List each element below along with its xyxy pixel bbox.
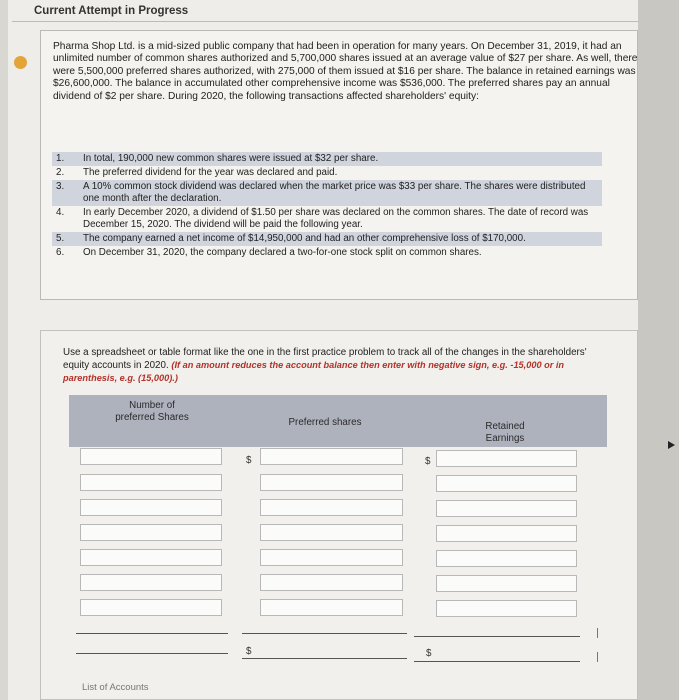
cursor-arrow-icon <box>668 441 675 449</box>
list-item <box>52 180 602 206</box>
preferred-count-input-7[interactable] <box>80 599 222 616</box>
list-item-number: 5. <box>56 233 65 244</box>
subtotal-line <box>242 633 407 634</box>
list-item <box>52 152 602 166</box>
col-header-preferred-count: Number of preferred Shares <box>115 400 189 423</box>
list-item <box>52 246 602 260</box>
question-instruction: Use a spreadsheet or table format like the one in the first practice problem to track all of the changes in the shareholders' equity accounts in 2020. <box>63 347 587 371</box>
currency-symbol: $ <box>246 455 252 466</box>
currency-symbol: $ <box>246 646 252 657</box>
preferred-shares-input-6[interactable] <box>260 574 403 591</box>
list-item-text: In total, 190,000 new common shares were issued at $32 per share. <box>83 153 379 164</box>
preferred-shares-input-1[interactable] <box>260 448 403 465</box>
list-item <box>52 206 602 232</box>
retained-earnings-input-1[interactable] <box>436 450 577 467</box>
list-item-number: 4. <box>56 207 65 218</box>
problem-intro: Pharma Shop Ltd. is a mid-sized public company that had been in operation for many years. On December 31, 2019, it had an unlimited number of common shares authorized and 5,700,000 shares issued at an average value of $27 per share. As well, there were 5,500,000 preferred shares authorized, with 275,000 of them issued at $16 per share. The balance in retained earnings was $26,600,000. The balance in accumulated other comprehensive income was $536,000. The preferred shares pay an annual dividend of $2 per share. During 2020, the following transactions affected shareholders' equity: <box>53 41 638 102</box>
list-item-number: 1. <box>56 153 65 164</box>
preferred-count-input-4[interactable] <box>80 524 222 541</box>
column-divider <box>597 628 598 638</box>
retained-earnings-input-5[interactable] <box>436 550 577 567</box>
preferred-shares-input-3[interactable] <box>260 499 403 516</box>
preferred-count-input-5[interactable] <box>80 549 222 566</box>
header-divider <box>12 21 638 22</box>
retained-earnings-input-3[interactable] <box>436 500 577 517</box>
attempt-indicator-icon <box>14 56 27 69</box>
background-strip <box>638 0 679 700</box>
total-line <box>242 658 407 659</box>
total-line <box>414 661 580 662</box>
list-item-number: 6. <box>56 247 65 258</box>
currency-symbol: $ <box>425 456 431 467</box>
preferred-count-input-2[interactable] <box>80 474 222 491</box>
list-of-accounts-link[interactable]: List of Accounts <box>82 682 149 693</box>
preferred-shares-input-2[interactable] <box>260 474 403 491</box>
preferred-count-input-1[interactable] <box>80 448 222 465</box>
list-item <box>52 232 602 246</box>
retained-earnings-input-7[interactable] <box>436 600 577 617</box>
list-item-text: A 10% common stock dividend was declared when the market price was $33 per share. The shares were distributed one month after the declaration. <box>83 181 586 204</box>
list-item-text: The company earned a net income of $14,950,000 and had an other comprehensive loss of $170,000. <box>83 233 526 244</box>
preferred-shares-input-7[interactable] <box>260 599 403 616</box>
retained-earnings-input-6[interactable] <box>436 575 577 592</box>
total-line <box>76 653 228 654</box>
list-item <box>52 166 602 180</box>
attempt-status-title: Current Attempt in Progress <box>34 5 189 17</box>
list-item-text: In early December 2020, a dividend of $1.50 per share was declared on the common shares. The date of record was December 15, 2020. The dividend will be paid the following year. <box>83 207 589 230</box>
preferred-count-input-3[interactable] <box>80 499 222 516</box>
retained-earnings-input-4[interactable] <box>436 525 577 542</box>
currency-symbol: $ <box>426 648 432 659</box>
retained-earnings-input-2[interactable] <box>436 475 577 492</box>
list-item-number: 2. <box>56 167 65 178</box>
question-text <box>63 347 603 385</box>
preferred-count-input-6[interactable] <box>80 574 222 591</box>
subtotal-line <box>76 633 228 634</box>
list-item-number: 3. <box>56 181 65 192</box>
column-divider <box>597 652 598 662</box>
preferred-shares-input-4[interactable] <box>260 524 403 541</box>
list-item-text: On December 31, 2020, the company declared a two-for-one stock split on common shares. <box>83 247 482 258</box>
col-header-retained-earnings: Retained Earnings <box>485 421 525 444</box>
col-header-preferred-shares: Preferred shares <box>288 417 362 428</box>
question-note: (If an amount reduces the account balance then enter with negative sign, e.g. -15,000 or in parenthesis, e.g. (15,000).) <box>63 360 565 383</box>
preferred-shares-input-5[interactable] <box>260 549 403 566</box>
subtotal-line <box>414 636 580 637</box>
transaction-list <box>52 152 602 260</box>
list-item-text: The preferred dividend for the year was declared and paid. <box>83 167 338 178</box>
